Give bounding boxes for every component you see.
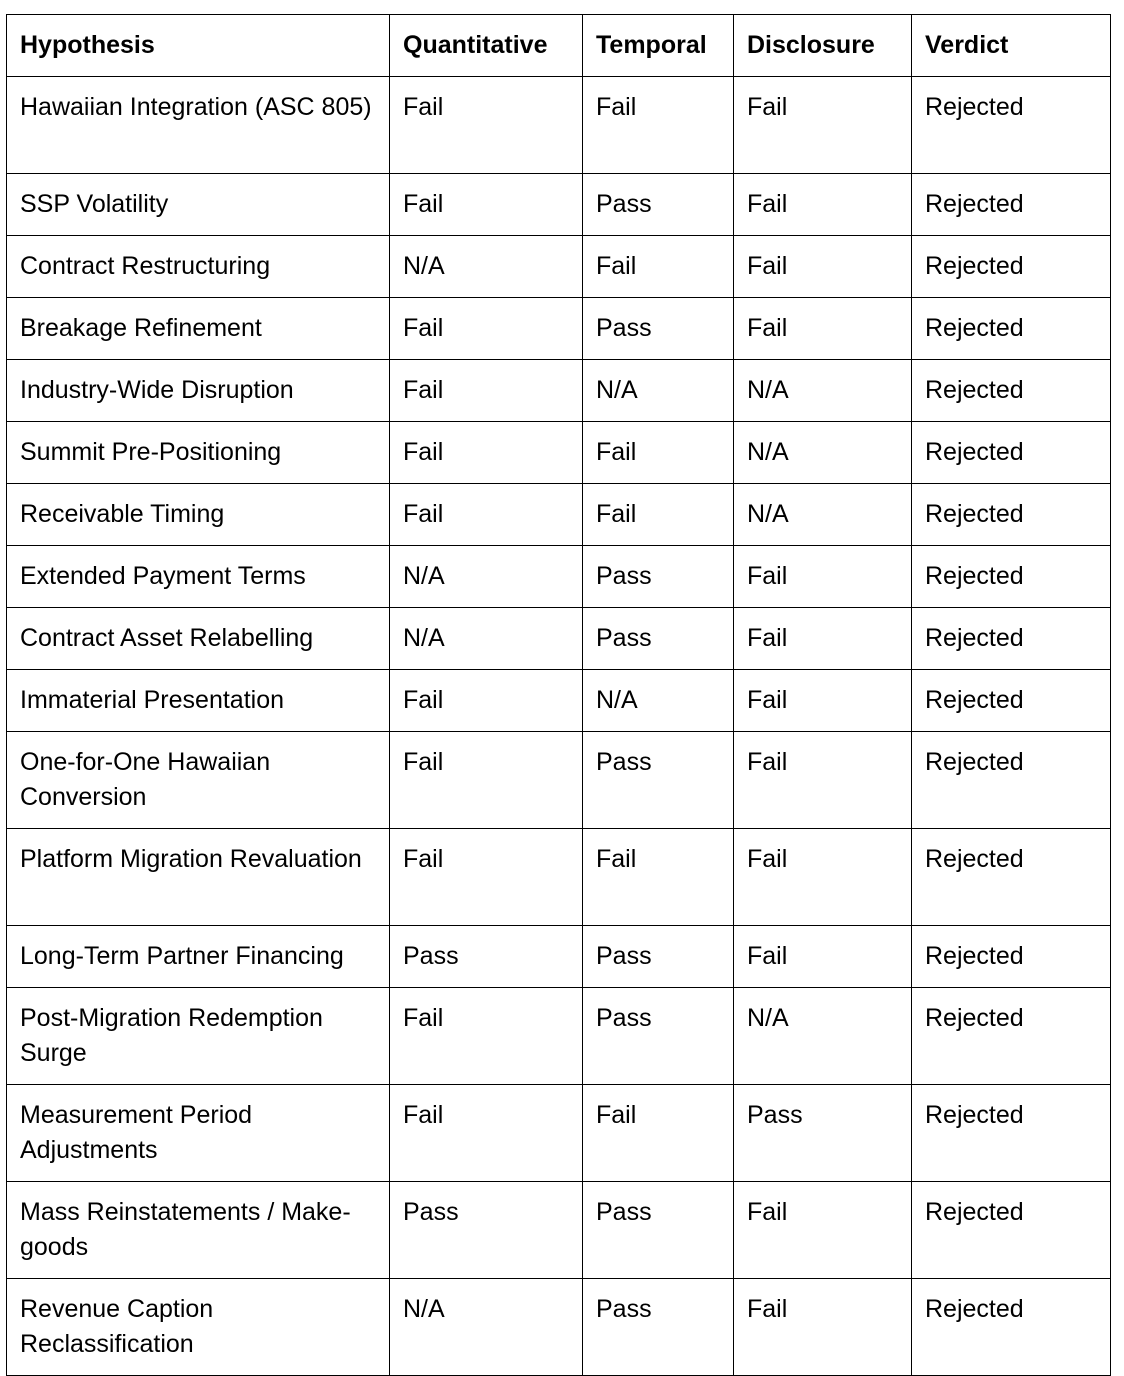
cell-quantitative: Fail [390,422,583,484]
cell-temporal: Pass [583,174,734,236]
cell-verdict: Rejected [912,608,1111,670]
cell-hypothesis: Mass Reinstatements / Make-goods [7,1182,390,1279]
cell-quantitative: Fail [390,670,583,732]
table-row [7,1085,1111,1182]
table-row [7,546,1111,608]
cell-quantitative: Pass [390,1182,583,1279]
table-header [7,15,1111,77]
hypothesis-table [6,14,1111,1376]
cell-verdict: Rejected [912,360,1111,422]
table-row [7,360,1111,422]
cell-hypothesis: Summit Pre-Positioning [7,422,390,484]
cell-verdict: Rejected [912,174,1111,236]
cell-verdict: Rejected [912,926,1111,988]
cell-temporal: N/A [583,670,734,732]
table-body [7,77,1111,1376]
cell-temporal: N/A [583,360,734,422]
cell-quantitative: Fail [390,298,583,360]
cell-quantitative: Fail [390,77,583,174]
cell-hypothesis: One-for-One Hawaiian Conversion [7,732,390,829]
table-row [7,988,1111,1085]
cell-quantitative: Fail [390,360,583,422]
table-row [7,926,1111,988]
cell-quantitative: N/A [390,1279,583,1376]
table-row [7,829,1111,926]
cell-hypothesis: Extended Payment Terms [7,546,390,608]
cell-verdict: Rejected [912,1279,1111,1376]
table-row [7,1279,1111,1376]
cell-quantitative: Fail [390,1085,583,1182]
cell-disclosure: N/A [734,360,912,422]
cell-verdict: Rejected [912,988,1111,1085]
table-row [7,236,1111,298]
cell-temporal: Pass [583,988,734,1085]
header-row [7,15,1111,77]
table-row [7,298,1111,360]
cell-disclosure: Fail [734,926,912,988]
cell-verdict: Rejected [912,546,1111,608]
cell-hypothesis: Post-Migration Redemption Surge [7,988,390,1085]
cell-temporal: Pass [583,926,734,988]
cell-temporal: Fail [583,1085,734,1182]
cell-hypothesis: SSP Volatility [7,174,390,236]
cell-hypothesis: Industry-Wide Disruption [7,360,390,422]
cell-hypothesis: Breakage Refinement [7,298,390,360]
cell-quantitative: Fail [390,174,583,236]
cell-temporal: Pass [583,546,734,608]
cell-verdict: Rejected [912,1182,1111,1279]
cell-temporal: Pass [583,732,734,829]
cell-quantitative: Pass [390,926,583,988]
cell-verdict: Rejected [912,829,1111,926]
cell-quantitative: Fail [390,988,583,1085]
cell-hypothesis: Hawaiian Integration (ASC 805) [7,77,390,174]
cell-temporal: Pass [583,1182,734,1279]
cell-hypothesis: Receivable Timing [7,484,390,546]
cell-temporal: Pass [583,1279,734,1376]
cell-quantitative: N/A [390,546,583,608]
table-row [7,670,1111,732]
table-row [7,608,1111,670]
cell-quantitative: Fail [390,484,583,546]
cell-temporal: Fail [583,829,734,926]
cell-verdict: Rejected [912,298,1111,360]
table-row [7,732,1111,829]
cell-temporal: Fail [583,236,734,298]
cell-hypothesis: Platform Migration Revaluation [7,829,390,926]
cell-disclosure: Fail [734,1182,912,1279]
cell-quantitative: N/A [390,608,583,670]
header-quantitative: Quantitative [390,15,583,77]
cell-hypothesis: Immaterial Presentation [7,670,390,732]
cell-disclosure: Fail [734,546,912,608]
cell-temporal: Fail [583,77,734,174]
cell-disclosure: Fail [734,236,912,298]
table-row [7,174,1111,236]
cell-verdict: Rejected [912,732,1111,829]
cell-disclosure: N/A [734,484,912,546]
cell-hypothesis: Contract Asset Relabelling [7,608,390,670]
cell-hypothesis: Revenue Caption Reclassification [7,1279,390,1376]
header-verdict: Verdict [912,15,1111,77]
cell-quantitative: Fail [390,732,583,829]
cell-quantitative: Fail [390,829,583,926]
cell-disclosure: N/A [734,422,912,484]
cell-disclosure: Fail [734,608,912,670]
table-row [7,77,1111,174]
cell-verdict: Rejected [912,422,1111,484]
cell-disclosure: Fail [734,174,912,236]
header-hypothesis: Hypothesis [7,15,390,77]
cell-disclosure: Fail [734,77,912,174]
cell-disclosure: Fail [734,1279,912,1376]
cell-disclosure: N/A [734,988,912,1085]
cell-verdict: Rejected [912,484,1111,546]
cell-disclosure: Fail [734,298,912,360]
cell-hypothesis: Contract Restructuring [7,236,390,298]
cell-disclosure: Pass [734,1085,912,1182]
cell-verdict: Rejected [912,670,1111,732]
header-temporal: Temporal [583,15,734,77]
cell-disclosure: Fail [734,732,912,829]
cell-hypothesis: Measurement Period Adjustments [7,1085,390,1182]
cell-temporal: Pass [583,298,734,360]
cell-disclosure: Fail [734,670,912,732]
cell-quantitative: N/A [390,236,583,298]
cell-hypothesis: Long-Term Partner Financing [7,926,390,988]
cell-verdict: Rejected [912,236,1111,298]
cell-temporal: Fail [583,484,734,546]
cell-verdict: Rejected [912,77,1111,174]
table-row [7,422,1111,484]
table-row [7,1182,1111,1279]
header-disclosure: Disclosure [734,15,912,77]
table-row [7,484,1111,546]
cell-temporal: Fail [583,422,734,484]
cell-disclosure: Fail [734,829,912,926]
cell-temporal: Pass [583,608,734,670]
cell-verdict: Rejected [912,1085,1111,1182]
